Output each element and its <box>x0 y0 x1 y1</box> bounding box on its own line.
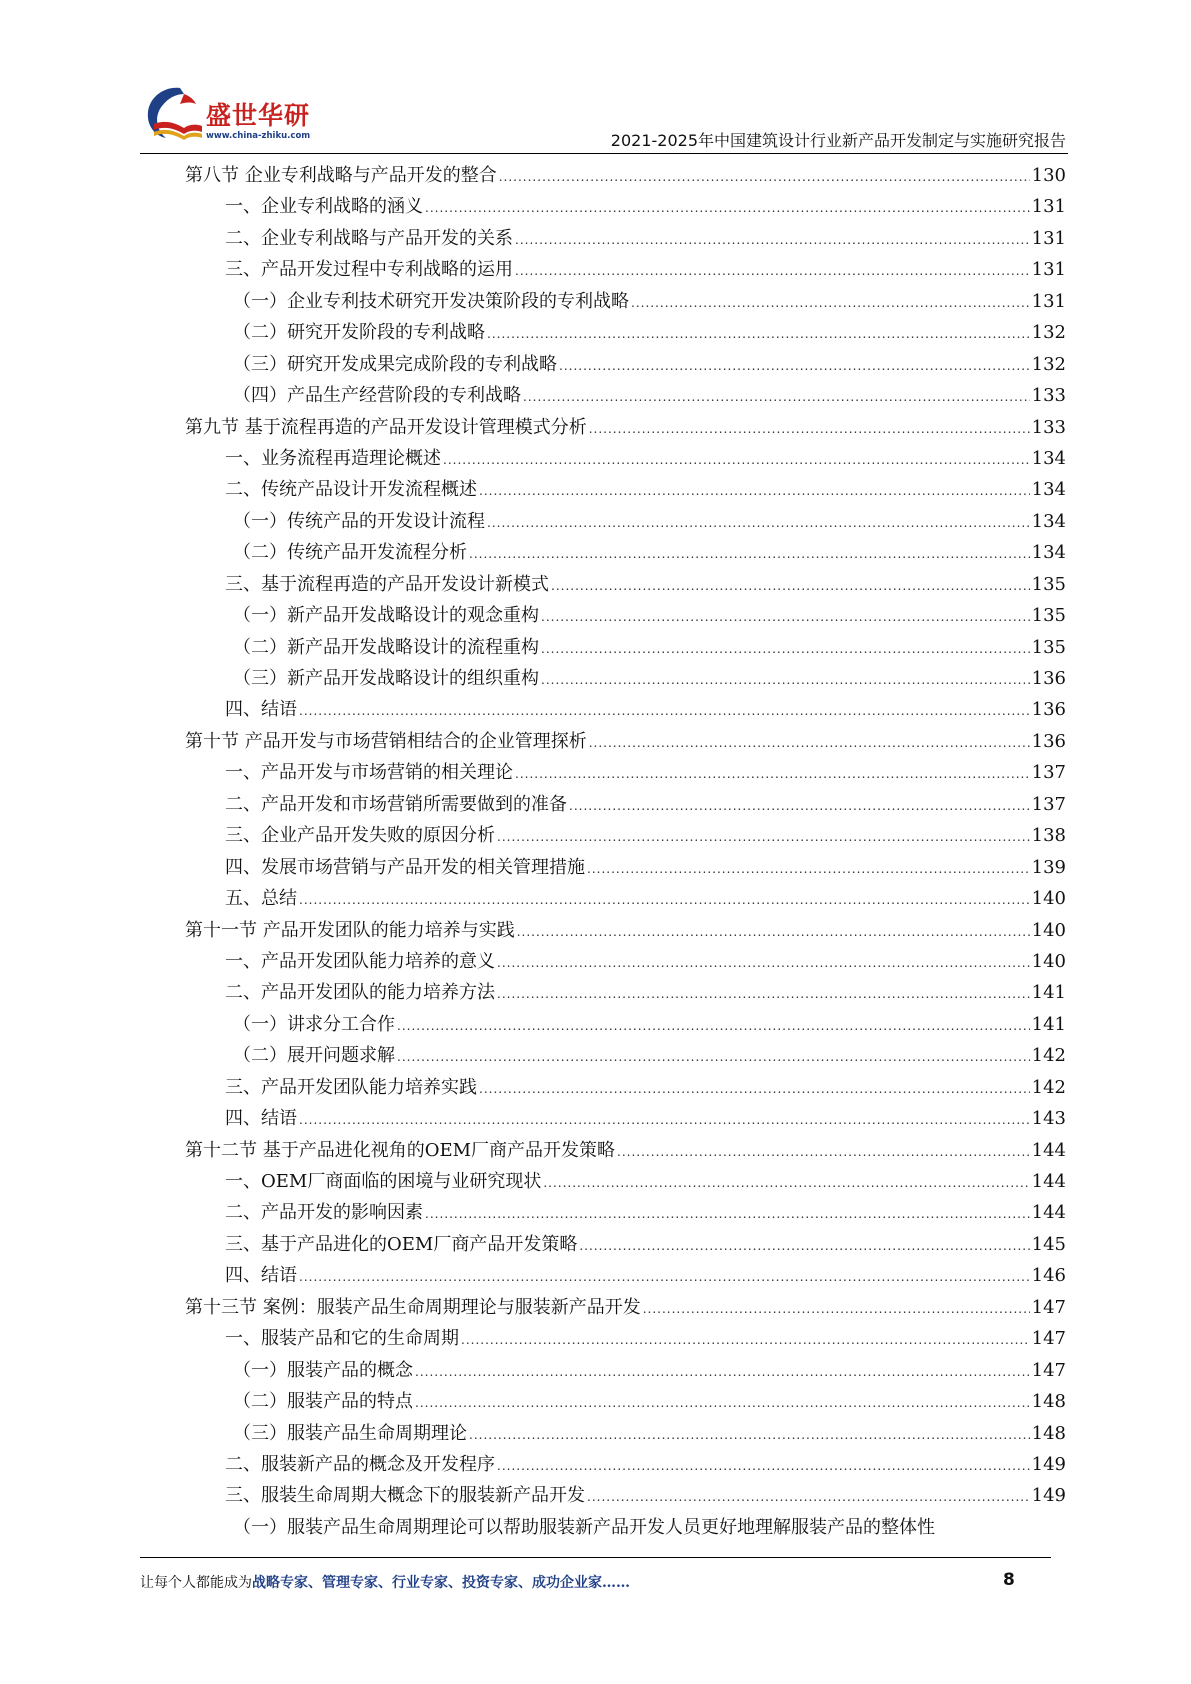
toc-entry[interactable] <box>185 757 1066 788</box>
toc-entry-page: 134 <box>1031 510 1066 532</box>
toc-entry-page: 136 <box>1031 699 1066 721</box>
toc-entry-page: 134 <box>1031 479 1066 501</box>
toc-entry[interactable] <box>185 160 1066 191</box>
toc-entry-page: 137 <box>1031 793 1066 815</box>
toc-entry-title: 第十一节 产品开发团队的能力培养与实践 <box>185 919 515 941</box>
toc-entry-title: 二、产品开发和市场营销所需要做到的准备 <box>225 793 567 815</box>
toc-entry[interactable] <box>185 600 1066 631</box>
toc-entry[interactable] <box>185 1072 1066 1103</box>
toc-entry[interactable] <box>185 1229 1066 1260</box>
toc-entry-page: 135 <box>1031 636 1066 658</box>
toc-entry[interactable] <box>185 1040 1066 1071</box>
toc-leader-dots <box>487 508 1030 539</box>
toc-entry[interactable] <box>185 632 1066 663</box>
toc-leader-dots <box>299 696 1030 727</box>
toc-leader-dots <box>469 1420 1030 1451</box>
toc-leader-dots <box>541 634 1030 665</box>
toc-entry-title: 三、基于产品进化的OEM厂商产品开发策略 <box>225 1233 578 1255</box>
toc-entry-title: （二）研究开发阶段的专利战略 <box>233 322 485 344</box>
toc-leader-dots <box>515 225 1030 256</box>
footer-divider <box>140 1557 1051 1558</box>
toc-entry-title: （二）服装产品的特点 <box>233 1391 413 1413</box>
toc-leader-dots <box>517 917 1030 948</box>
toc-leader-dots <box>415 1388 1030 1419</box>
toc-entry-page: 130 <box>1031 165 1066 186</box>
logo-emblem-icon <box>140 82 204 146</box>
toc-entry-title: （一）企业专利技术研究开发决策阶段的专利战略 <box>233 290 629 312</box>
toc-entry-page: 140 <box>1031 919 1066 941</box>
toc-leader-dots <box>541 602 1030 633</box>
logo-text: 盛世华研 <box>206 101 311 130</box>
toc-entry[interactable] <box>185 1166 1066 1197</box>
toc-entry[interactable] <box>185 317 1066 348</box>
toc-entry-page: 144 <box>1031 1202 1066 1224</box>
toc-leader-dots <box>497 822 1030 853</box>
toc-entry-title: 二、产品开发团队的能力培养方法 <box>225 982 495 1004</box>
toc-entry-title: 第八节 企业专利战略与产品开发的整合 <box>185 165 497 186</box>
toc-entry-page: 144 <box>1031 1139 1066 1161</box>
toc-entry-title: 五、总结 <box>225 888 297 910</box>
toc-entry[interactable] <box>185 569 1066 600</box>
toc-leader-dots <box>443 445 1030 476</box>
toc-entry-page: 131 <box>1031 259 1066 281</box>
toc-entry-page: 131 <box>1031 196 1066 218</box>
toc-entry-page: 133 <box>1031 385 1066 407</box>
logo-url: www.china-zhiku.com <box>206 131 311 141</box>
toc-leader-dots <box>551 571 1030 602</box>
toc-leader-dots <box>299 1105 1030 1136</box>
toc-entry-title: 一、产品开发与市场营销的相关理论 <box>225 762 513 784</box>
toc-leader-dots <box>631 288 1030 319</box>
toc-entry-page: 147 <box>1031 1359 1066 1381</box>
toc-entry[interactable] <box>185 1480 1066 1511</box>
toc-entry-page: 149 <box>1031 1485 1066 1507</box>
toc-entry-title: 四、发展市场营销与产品开发的相关管理措施 <box>225 856 585 878</box>
toc-entry-title: （一）服装产品生命周期理论可以帮助服装新产品开发人员更好地理解服装产品的整体性 <box>233 1516 935 1538</box>
toc-leader-dots <box>579 1231 1029 1262</box>
toc-entry-title: 三、产品开发团队能力培养实践 <box>225 1076 477 1098</box>
toc-entry[interactable] <box>185 412 1066 443</box>
toc-entry-page: 149 <box>1031 1453 1066 1475</box>
toc-entry[interactable] <box>185 977 1066 1008</box>
toc-entry[interactable] <box>185 191 1066 222</box>
toc-entry[interactable] <box>185 1449 1066 1480</box>
toc-entry-page: 141 <box>1031 1013 1066 1035</box>
toc-entry[interactable] <box>185 1260 1066 1291</box>
toc-entry[interactable] <box>185 1323 1066 1354</box>
toc-entry-title: 四、结语 <box>225 1265 297 1287</box>
toc-entry-title: 一、OEM厂商面临的困境与业研究现状 <box>225 1171 542 1192</box>
toc-entry-page: 147 <box>1031 1328 1066 1350</box>
toc-entry-page: 145 <box>1031 1233 1066 1255</box>
toc-entry-page: 136 <box>1031 730 1066 752</box>
toc-entry[interactable] <box>185 380 1066 411</box>
toc-leader-dots <box>543 1168 1029 1199</box>
toc-leader-dots <box>499 162 1030 193</box>
toc-entry[interactable] <box>185 506 1066 537</box>
toc-entry[interactable] <box>185 223 1066 254</box>
toc-entry[interactable] <box>185 1355 1066 1386</box>
page-header <box>0 0 1191 150</box>
footer-slogan-lead: 让每个人都能成为 <box>140 1575 252 1591</box>
toc-leader-dots <box>515 759 1030 790</box>
toc-entry-title: （一）讲求分工合作 <box>233 1013 395 1035</box>
toc-entry[interactable] <box>185 883 1066 914</box>
toc-leader-dots <box>461 1325 1030 1356</box>
toc-entry-title: （二）展开问题求解 <box>233 1045 395 1067</box>
toc-entry[interactable] <box>185 789 1066 820</box>
toc-leader-dots <box>425 1199 1030 1230</box>
header-divider <box>140 153 1068 154</box>
toc-entry-page: 147 <box>1031 1296 1066 1318</box>
toc-leader-dots <box>523 382 1030 413</box>
toc-entry-title: （四）产品生产经营阶段的专利战略 <box>233 385 521 407</box>
toc-entry-title: （一）新产品开发战略设计的观念重构 <box>233 605 539 627</box>
toc-entry[interactable] <box>185 1418 1066 1449</box>
toc-entry-page: 146 <box>1031 1265 1066 1287</box>
toc-entry-title: 二、传统产品设计开发流程概述 <box>225 479 477 501</box>
toc-entry-title: 三、产品开发过程中专利战略的运用 <box>225 259 513 281</box>
toc-entry-page: 142 <box>1031 1045 1066 1067</box>
toc-entry-page: 143 <box>1031 1108 1066 1130</box>
toc-entry-title: （二）新产品开发战略设计的流程重构 <box>233 636 539 658</box>
toc-leader-dots <box>569 791 1030 822</box>
toc-entry[interactable] <box>185 1292 1066 1323</box>
toc-entry-page: 135 <box>1031 605 1066 627</box>
toc-entry[interactable] <box>185 852 1066 883</box>
toc-entry[interactable] <box>185 1103 1066 1134</box>
toc-entry-title: 一、产品开发团队能力培养的意义 <box>225 950 495 972</box>
toc-entry[interactable] <box>185 1512 1066 1543</box>
toc-entry-title: 三、基于流程再造的产品开发设计新模式 <box>225 573 549 595</box>
toc-entry[interactable] <box>185 474 1066 505</box>
toc-leader-dots <box>299 1262 1030 1293</box>
toc-entry[interactable] <box>185 694 1066 725</box>
toc-leader-dots <box>643 1294 1030 1325</box>
toc-entry-page: 141 <box>1031 982 1066 1004</box>
toc-entry-title: （三）研究开发成果完成阶段的专利战略 <box>233 353 557 375</box>
toc-entry[interactable] <box>185 1197 1066 1228</box>
toc-entry-title: （一）传统产品的开发设计流程 <box>233 510 485 532</box>
toc-entry-title: （一）服装产品的概念 <box>233 1359 413 1381</box>
toc-leader-dots <box>497 979 1030 1010</box>
toc-entry[interactable] <box>185 286 1066 317</box>
toc-entry-page: 134 <box>1031 542 1066 564</box>
toc-entry-title: 四、结语 <box>225 1108 297 1130</box>
toc-leader-dots <box>589 728 1030 759</box>
toc-entry-title: 二、企业专利战略与产品开发的关系 <box>225 227 513 249</box>
toc-leader-dots <box>587 854 1030 885</box>
toc-entry-page: 140 <box>1031 950 1066 972</box>
toc-entry-title: 一、企业专利战略的涵义 <box>225 196 423 218</box>
toc-entry-page: 135 <box>1031 573 1066 595</box>
footer-slogan <box>140 1572 630 1592</box>
toc-leader-dots <box>479 1074 1030 1105</box>
toc-entry-page: 136 <box>1031 668 1066 689</box>
toc-entry-title: 第十二节 基于产品进化视角的OEM厂商产品开发策略 <box>185 1139 616 1161</box>
toc-entry[interactable] <box>185 443 1066 474</box>
toc-leader-dots <box>479 476 1030 507</box>
toc-leader-dots <box>559 351 1030 382</box>
toc-entry-title: （三）新产品开发战略设计的组织重构 <box>233 668 539 689</box>
toc-entry-page: 134 <box>1031 447 1066 469</box>
toc-entry-page: 139 <box>1031 856 1066 878</box>
toc-leader-dots <box>397 1011 1030 1042</box>
toc-leader-dots <box>299 885 1030 916</box>
toc-entry-page: 148 <box>1031 1422 1066 1444</box>
footer-slogan-roles: 战略专家、管理专家、行业专家、投资专家、成功企业家…… <box>252 1575 630 1591</box>
toc-leader-dots <box>515 256 1030 287</box>
toc-entry-page: 132 <box>1031 353 1066 375</box>
toc-leader-dots <box>541 665 1030 696</box>
toc-leader-dots <box>487 319 1030 350</box>
toc-leader-dots <box>425 193 1030 224</box>
toc-entry[interactable] <box>185 1135 1066 1166</box>
toc-entry[interactable] <box>185 663 1066 694</box>
toc-leader-dots <box>497 948 1030 979</box>
toc-entry-title: 一、业务流程再造理论概述 <box>225 447 441 469</box>
toc-entry-title: （二）传统产品开发流程分析 <box>233 542 467 564</box>
toc-leader-dots <box>587 1482 1030 1513</box>
toc-entry[interactable] <box>185 537 1066 568</box>
toc-leader-dots <box>469 539 1030 570</box>
toc-entry-title: 三、企业产品开发失败的原因分析 <box>225 825 495 847</box>
toc-entry-title: 一、服装产品和它的生命周期 <box>225 1328 459 1350</box>
toc-entry-title: 第十节 产品开发与市场营销相结合的企业管理探析 <box>185 730 587 752</box>
toc-entry-title: 第十三节 案例：服装产品生命周期理论与服装新产品开发 <box>185 1296 641 1318</box>
toc-entry-page: 142 <box>1031 1076 1066 1098</box>
toc-entry[interactable] <box>185 1009 1066 1040</box>
toc-leader-dots <box>497 1451 1030 1482</box>
toc-entry[interactable] <box>185 820 1066 851</box>
toc-leader-dots <box>617 1137 1030 1168</box>
report-title: 2021-2025年中国建筑设计行业新产品开发制定与实施研究报告 <box>610 131 1066 150</box>
toc-leader-dots <box>589 414 1030 445</box>
toc-entry[interactable] <box>185 254 1066 285</box>
toc-entry[interactable] <box>185 1386 1066 1417</box>
toc-entry-page: 138 <box>1031 825 1066 847</box>
toc-leader-dots <box>397 1042 1030 1073</box>
toc-entry-page: 148 <box>1031 1391 1066 1413</box>
toc-entry-title: 四、结语 <box>225 699 297 721</box>
toc-entry-page: 131 <box>1031 290 1066 312</box>
toc-entry-title: 二、产品开发的影响因素 <box>225 1202 423 1224</box>
toc-entry[interactable] <box>185 726 1066 757</box>
toc-entry-page: 133 <box>1031 416 1066 438</box>
toc-entry-page: 144 <box>1031 1171 1066 1192</box>
toc-entry[interactable] <box>185 915 1066 946</box>
table-of-contents <box>185 160 1066 1543</box>
toc-entry-page: 131 <box>1031 227 1066 249</box>
company-logo <box>140 82 330 152</box>
toc-entry-page: 132 <box>1031 322 1066 344</box>
page-number: 8 <box>1003 1570 1015 1590</box>
toc-entry-title: 第九节 基于流程再造的产品开发设计管理模式分析 <box>185 416 587 438</box>
toc-entry-title: （三）服装产品生命周期理论 <box>233 1422 467 1444</box>
toc-entry[interactable] <box>185 946 1066 977</box>
toc-leader-dots <box>415 1357 1030 1388</box>
toc-entry[interactable] <box>185 349 1066 380</box>
toc-entry-page: 140 <box>1031 888 1066 910</box>
toc-entry-title: 三、服装生命周期大概念下的服装新产品开发 <box>225 1485 585 1507</box>
toc-entry-title: 二、服装新产品的概念及开发程序 <box>225 1453 495 1475</box>
toc-entry-page: 137 <box>1031 762 1066 784</box>
